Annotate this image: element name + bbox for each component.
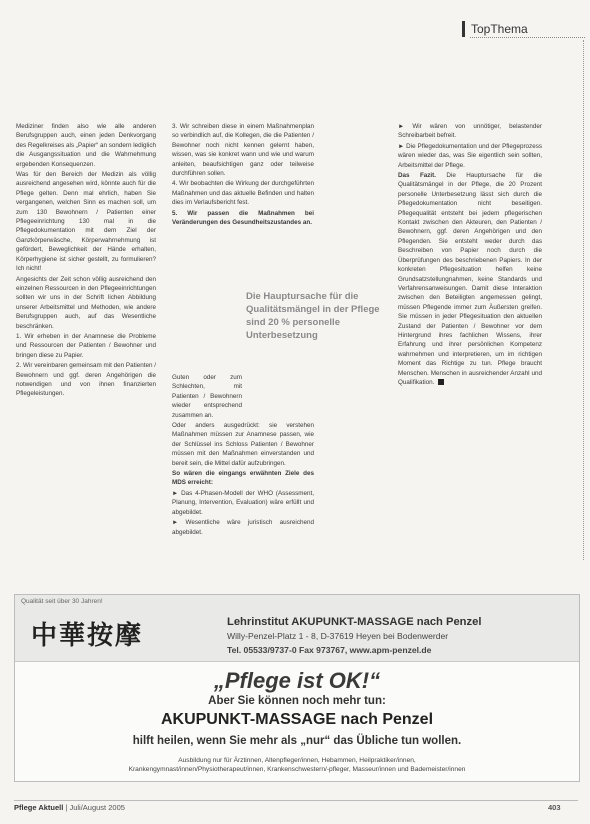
page-number: 403	[548, 803, 561, 812]
ad-line-1: Aber Sie können noch mehr tun:	[208, 695, 386, 707]
ad-fine-line-2: Krankengymnast/innen/Physiotherapeut/innen, Krankenschwestern/-pfleger, Masseur/innen und Bademeister/innen	[128, 765, 466, 773]
ad-header-band	[15, 595, 579, 662]
header-rule	[470, 37, 585, 38]
ad-address: Willy-Penzel-Platz 1 - 8, D-37619 Heyen bei Bodenwerder	[227, 631, 449, 641]
ad-contact: Tel. 05533/9737-0 Fax 973767, www.apm-penzel.de	[227, 645, 432, 655]
paragraph: 2. Wir vereinbaren gemeinsam mit den Patienten / Bewohnern und ggf. deren Angehörigen die notwendigen und von ihnen finanzierten Pflegeleistungen.	[16, 362, 156, 398]
advertisement	[14, 594, 580, 782]
article-column-3	[398, 122, 542, 388]
bullet-item: ► Wir wären von unnötiger, belastender Schreibarbeit befreit.	[398, 123, 542, 140]
end-mark	[438, 379, 444, 385]
margin-rule	[583, 40, 584, 560]
footer-rule	[14, 800, 578, 801]
paragraph: 3. Wir schreiben diese in einem Maßnahmenplan so verbindlich auf, die Kollegen, die die Patienten / Bewohner noch nicht kennen gelernt haben, wissen, was sie konkret wann und wie und warum anleiten, beaufsichtigen ganz oder teilweise durchführen sollen.	[172, 123, 314, 178]
bullet-item: ► Die Pflegedokumentation und der Pflegeprozess wären wieder das, was Sie eigentlich sein sollten, Arbeitsmittel der Pflege.	[398, 142, 542, 169]
ad-logo-chinese: 中華按摩	[31, 621, 144, 651]
paragraph: 1. Wir erheben in der Anamnese die Probleme und Ressourcen der Patienten / Bewohner und bringen diese zu Papier.	[16, 332, 156, 359]
article-column-2	[172, 122, 314, 228]
subheading: So wären die eingangs erwähnten Ziele des MDS erreicht:	[172, 470, 314, 487]
section-tab: TopThema	[462, 21, 590, 37]
paragraph: Guten oder zum Schlechten, mit Patienten / Bewohnern wieder entsprechend zusammen an.	[172, 374, 242, 419]
ad-line-2: AKUPUNKT-MASSAGE nach Penzel	[160, 711, 434, 728]
article-column-1	[16, 122, 156, 400]
ad-fine-line-1: Ausbildung nur für Ärztinnen, Altenpfleger/innen, Hebammen, Heilpraktiker/innen,	[178, 757, 416, 764]
ad-line-3: hilft heilen, wenn Sie mehr als „nur“ das Übliche tun wollen.	[132, 735, 462, 747]
ad-slogan: „Pflege ist OK!“	[213, 668, 381, 693]
paragraph: 4. Wir beobachten die Wirkung der durchgeführten Maßnahmen und das aktuelle Befinden und halten dies im Verlaufsbericht fest.	[172, 180, 314, 207]
bullet-item: ► Wesentliche wäre juristisch ausreichend abgebildet.	[172, 519, 314, 536]
article-column-2-lower	[172, 373, 314, 538]
conclusion-text: Die Hauptursache für die Qualitätsmängel in der Pflege, die 20 Prozent personelle Unterbesetzung lässt sich durch die Pflegedokumentation nicht beseitigen. Pflegequalität entsteht bei jedem pflegerischen Kontakt zwischen den Akteuren, den Patienten / Bewohnern, ggf. deren Angehörigen und den Pflegenden. Sie entsteht weder durch das Beschreiben von Papier noch durch die Überprüfungen des beschriebenen Papiers. In der konkreten Pflegesituation helfen keine Grundsatzstellungnahmen, keine Standards und Verfahrensanweisungen. Damit diese Interaktion zwischen den Beteiligten angemessen gelingt, müssen Pflegende immer zum Äußersten greifen. Sie müssen in jeder Pflegesituation den aktuellen Zustand der Patienten / Bewohner vor dem Hintergrund ihres fachlichen Wissens, ihrer Erfahrung und ihrer persönlichen Kompetenz wahrnehmen und interpretieren, um im richtigen Moment das Richtige zu tun. Pflege braucht Menschen. Menschen in ausreichender Anzahl und Qualifikation.	[398, 172, 542, 386]
pull-quote: Die Hauptursache für die Qualitätsmängel in der Pflege sind 20 % personelle Unterbesetzung	[246, 291, 380, 341]
journal-issue: Juli/August 2005	[69, 803, 125, 812]
ad-quality-tagline: Qualität seit über 30 Jahren!	[21, 598, 103, 605]
journal-name: Pflege Aktuell	[14, 803, 64, 812]
paragraph: Was für den Bereich der Medizin als völlig ausreichend angesehen wird, könnte auch für die Pflege gelten. Denn mal ehrlich, haben Sie vergangenen, welchen Sinn es machen soll, um zum 130 Bewohnern / Patienten einer Pflegeeinrichtung 130 mal in die Pflegedokumentation mit dem Ziel der Ganzkörperwäsche, Körperwahrnehmung ist gefördert, Beweglichkeit der Hände erhalten, Körperhygiene ist sicher gestellt, zu formulieren? Ich nicht!	[16, 171, 156, 273]
bullet-item: ► Das 4-Phasen-Modell der WHO (Assessment, Planung, Intervention, Evaluation) wäre erfüllt und abgebildet.	[172, 489, 314, 516]
paragraph: 5. Wir passen die Maßnahmen bei Veränderungen des Gesundheitszustandes an.	[172, 209, 314, 227]
paragraph: Angesichts der Zeit schon völlig ausreichend den einzelnen Ressourcen in den Pflegeeinrichtungen sollten wir uns in der Schrift lichen Abbildung unserer Arbeitsmittel und Methoden, wie andere Berufsgruppen auch, auf das Wesentliche beschränken.	[16, 275, 156, 330]
ad-fine-print	[15, 757, 579, 775]
ad-institute-name: Lehrinstitut AKUPUNKT-MASSAGE nach Penzel	[227, 616, 482, 628]
footer-journal: Pflege Aktuell | Juli/August 2005	[14, 803, 125, 812]
conclusion-heading: Das Fazit.	[398, 172, 437, 180]
conclusion-paragraph	[398, 171, 542, 387]
paragraph: Mediziner finden also wie alle anderen Berufsgruppen auch, einen jeden Denkvorgang des Regelkreises als „Papier“ an sondern lediglich die Ausgangssituation und die Wahrnehmung ergebenden Konsequenzen.	[16, 123, 157, 168]
paragraph: Oder anders ausgedrückt: sie verstehen Maßnahmen müssen zur Anamnese passen, wie der Schlüssel ins Schloss Patienten / Bewohner müssen mit den Maßnahmen einverstanden und bereit sein, die Mittel dafür aufzubringen.	[172, 422, 314, 467]
